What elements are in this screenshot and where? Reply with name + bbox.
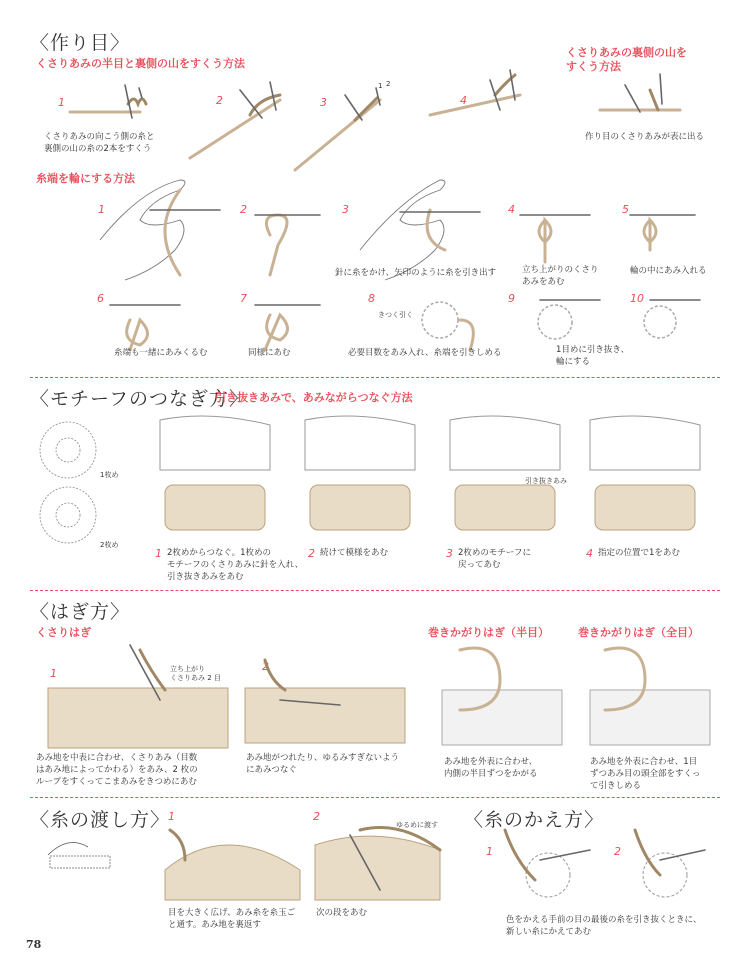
loose-label: ゆるめに渡す (396, 821, 438, 829)
carry1-caption-a: 目を大きく広げ、あみ糸を糸玉ご (168, 908, 296, 918)
step-mark: 2 (386, 80, 391, 88)
motif1-caption-a: 2枚めからつなぐ。1枚めの (167, 548, 272, 558)
step-number: 2 (240, 203, 247, 216)
join4-caption-b: ずつあみ目の頭全部をすくっ (590, 769, 701, 779)
step-number: 6 (97, 292, 104, 305)
ring3-caption: 針に糸をかけ、矢印のように糸を引き出す (335, 268, 497, 278)
step1-caption-b: 裏側の山の糸の2本をすくう (44, 144, 152, 154)
step-number: 1 (98, 203, 105, 216)
step-number: 1 (168, 810, 175, 823)
motif2-caption: 続けて模様をあむ (320, 548, 389, 558)
step-mark: 1 (378, 82, 383, 90)
ring9-caption-b: 輪にする (556, 357, 591, 367)
join3-caption-a: あみ地を外表に合わせ、 (444, 757, 538, 767)
join1-caption-c: ループをすくってこまあみをきつめにあむ (36, 777, 197, 787)
page-number: 78 (26, 938, 42, 951)
join1-caption-a: あみ地を中表に合わせ、くさりあみ（目数 (36, 753, 198, 763)
change-title: 〈糸のかえ方〉 (464, 809, 605, 831)
motif1-caption-c: 引き抜きあみをあむ (167, 572, 244, 582)
step-number: 4 (586, 547, 593, 560)
step-number: 1 (50, 667, 57, 680)
step1-caption-a: くさりあみの向こう側の糸と (44, 132, 155, 142)
join2-caption-a: あみ地がつれたり、ゆるみすぎないよう (246, 753, 400, 763)
carry-title: 〈糸の渡し方〉 (30, 809, 171, 831)
ring4-caption-b: あみをあむ (522, 277, 565, 287)
ring7-caption: 同様にあむ (248, 348, 291, 358)
step-number: 2 (262, 660, 269, 673)
change-caption-a: 色をかえる手前の目の最後の糸を引き抜くときに、 (506, 915, 702, 925)
ring4-caption-a: 立ち上がりのくさり (522, 265, 599, 275)
step-number: 5 (622, 203, 629, 216)
step-number: 3 (320, 96, 327, 109)
whip-half-title: 巻きかがりはぎ（半目） (428, 626, 549, 639)
step-number: 2 (313, 810, 320, 823)
foundation-subtitle: くさりあみの半目と裏側の山をすくう方法 (36, 57, 245, 70)
ring9-caption-a: 1目めに引き抜き、 (556, 345, 630, 355)
second-motif-label: 2枚め (100, 541, 119, 549)
motif1-caption-b: モチーフのくさりあみに針を入れ、 (167, 560, 304, 570)
step-number: 2 (216, 94, 223, 107)
step-number: 4 (460, 94, 467, 107)
join3-caption-b: 内側の半目ずつをかがる (444, 769, 538, 779)
step-number: 3 (446, 547, 453, 560)
foundation-title: 〈作り目〉 (30, 32, 131, 54)
motif4-caption: 指定の位置で1をあむ (598, 548, 680, 558)
stand-label-b: くさりあみ 2 目 (170, 674, 221, 682)
pull-stitch-label: 引き抜きあみ (525, 477, 567, 485)
step-number: 8 (368, 292, 375, 305)
step-number: 2 (614, 845, 621, 858)
step-number: 2 (308, 547, 315, 560)
ring8-caption: 必要目数をあみ入れ、糸端を引きしめる (348, 348, 502, 358)
ring-title: 糸端を輪にする方法 (36, 172, 135, 185)
joining-title: 〈はぎ方〉 (30, 601, 131, 623)
carry1-caption-b: と通す。あみ地を裏返す (168, 920, 261, 930)
step-number: 4 (508, 203, 515, 216)
whip-full-title: 巻きかがりはぎ（全目） (578, 626, 699, 639)
motif3-caption-a: 2枚めのモチーフに (458, 548, 531, 558)
foundation-subtitle-2a: くさりあみの裏側の山を (566, 46, 687, 59)
stand-label-a: 立ち上がり (170, 665, 205, 673)
join1-caption-b: はあみ地によってかわる）をあみ、2 枚の (36, 765, 198, 775)
change-caption-b: 新しい糸にかえてあむ (506, 927, 592, 937)
step-number: 1 (486, 845, 493, 858)
step-number: 1 (155, 547, 162, 560)
carry2-caption: 次の段をあむ (316, 908, 368, 918)
ring5-caption: 輪の中にあみ入れる (630, 266, 707, 276)
ring6-caption: 糸端も一緒にあみくるむ (114, 348, 208, 358)
step-number: 10 (630, 292, 644, 305)
step-number: 7 (240, 292, 247, 305)
join4-caption-a: あみ地を外表に合わせ、1目 (590, 757, 698, 767)
chain-join-title: くさりはぎ (36, 626, 91, 639)
foundation-subtitle-2b: すくう方法 (566, 60, 621, 73)
pull-tight-label: きつく引く (378, 311, 413, 319)
motif-subtitle: 引き抜きあみで、あみながらつなぐ方法 (215, 391, 413, 404)
join2-caption-b: にあみつなぐ (246, 765, 297, 775)
join4-caption-c: て引きしめる (590, 781, 642, 791)
motif3-caption-b: 戻ってあむ (458, 560, 501, 570)
motif-title: 〈モチーフのつなぎ方〉 (30, 388, 250, 410)
step-number: 3 (342, 203, 349, 216)
first-motif-label: 1枚め (100, 471, 119, 479)
right-caption: 作り目のくさりあみが表に出る (585, 132, 705, 142)
step-number: 9 (508, 292, 515, 305)
step-number: 1 (58, 96, 65, 109)
